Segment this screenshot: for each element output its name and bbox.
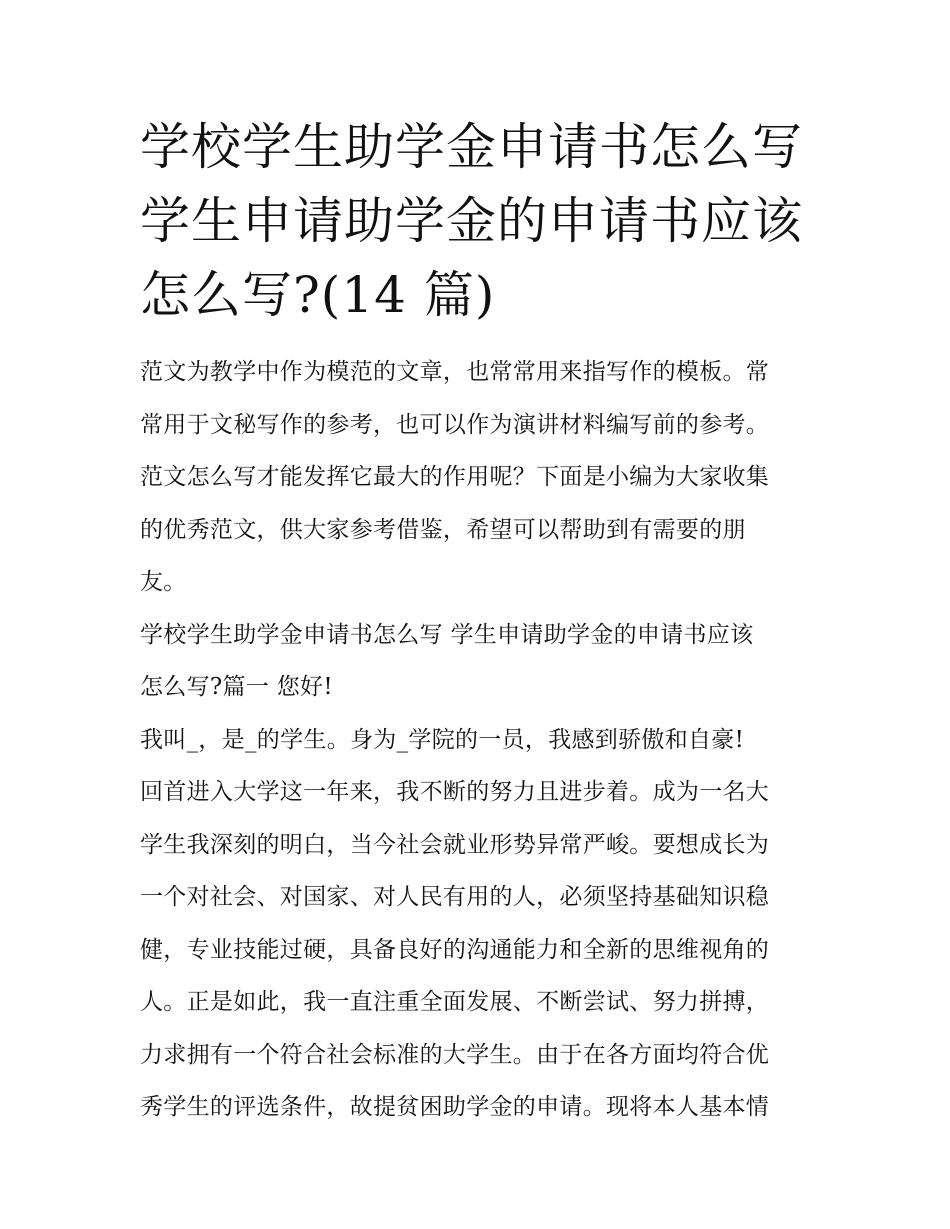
body-line: 力求拥有一个符合社会标准的大学生。由于在各方面均符合优 bbox=[140, 1041, 770, 1068]
intro-line: 的优秀范文，供大家参考借鉴，希望可以帮助到有需要的朋 bbox=[140, 516, 746, 543]
title-line: 学校学生助学金申请书怎么写 bbox=[140, 118, 803, 176]
document-title bbox=[140, 110, 820, 332]
intro-line: 范文为教学中作为模范的文章，也常常用来指写作的模板。常 bbox=[140, 359, 770, 385]
section-heading bbox=[140, 609, 820, 714]
body-line: 一个对社会、对国家、对人民有用的人，必须坚持基础知识稳 bbox=[140, 884, 770, 910]
intro-line: 友。 bbox=[140, 569, 187, 595]
document-content bbox=[140, 110, 820, 1134]
body-line: 我叫_，是_的学生。身为_学院的一员，我感到骄傲和自豪! bbox=[140, 726, 745, 753]
intro-paragraph bbox=[140, 346, 820, 609]
intro-line: 常用于文秘写作的参考，也可以作为演讲材料编写前的参考。 bbox=[140, 411, 770, 438]
heading-line: 学校学生助学金申请书怎么写 学生申请助学金的申请书应该 bbox=[140, 621, 754, 648]
intro-line: 范文怎么写才能发挥它最大的作用呢？下面是小编为大家收集 bbox=[140, 464, 770, 490]
body-line: 学生我深刻的明白，当今社会就业形势异常严峻。要想成长为 bbox=[140, 831, 770, 858]
body-line: 健，专业技能过硬，具备良好的沟通能力和全新的思维视角的 bbox=[140, 936, 770, 963]
body-line: 回首进入大学这一年来，我不断的努力且进步着。成为一名大 bbox=[140, 779, 770, 805]
body-paragraph bbox=[140, 714, 820, 1134]
heading-line: 怎么写?篇一 您好! bbox=[140, 674, 333, 700]
body-line: 人。正是如此，我一直注重全面发展、不断尝试、努力拼搏， bbox=[140, 989, 770, 1015]
title-line: 怎么写?(14 篇) bbox=[140, 266, 496, 324]
body-line: 秀学生的评选条件，故提贫困助学金的申请。现将本人基本情 bbox=[140, 1094, 770, 1120]
title-line: 学生申请助学金的申请书应该 bbox=[140, 192, 803, 250]
